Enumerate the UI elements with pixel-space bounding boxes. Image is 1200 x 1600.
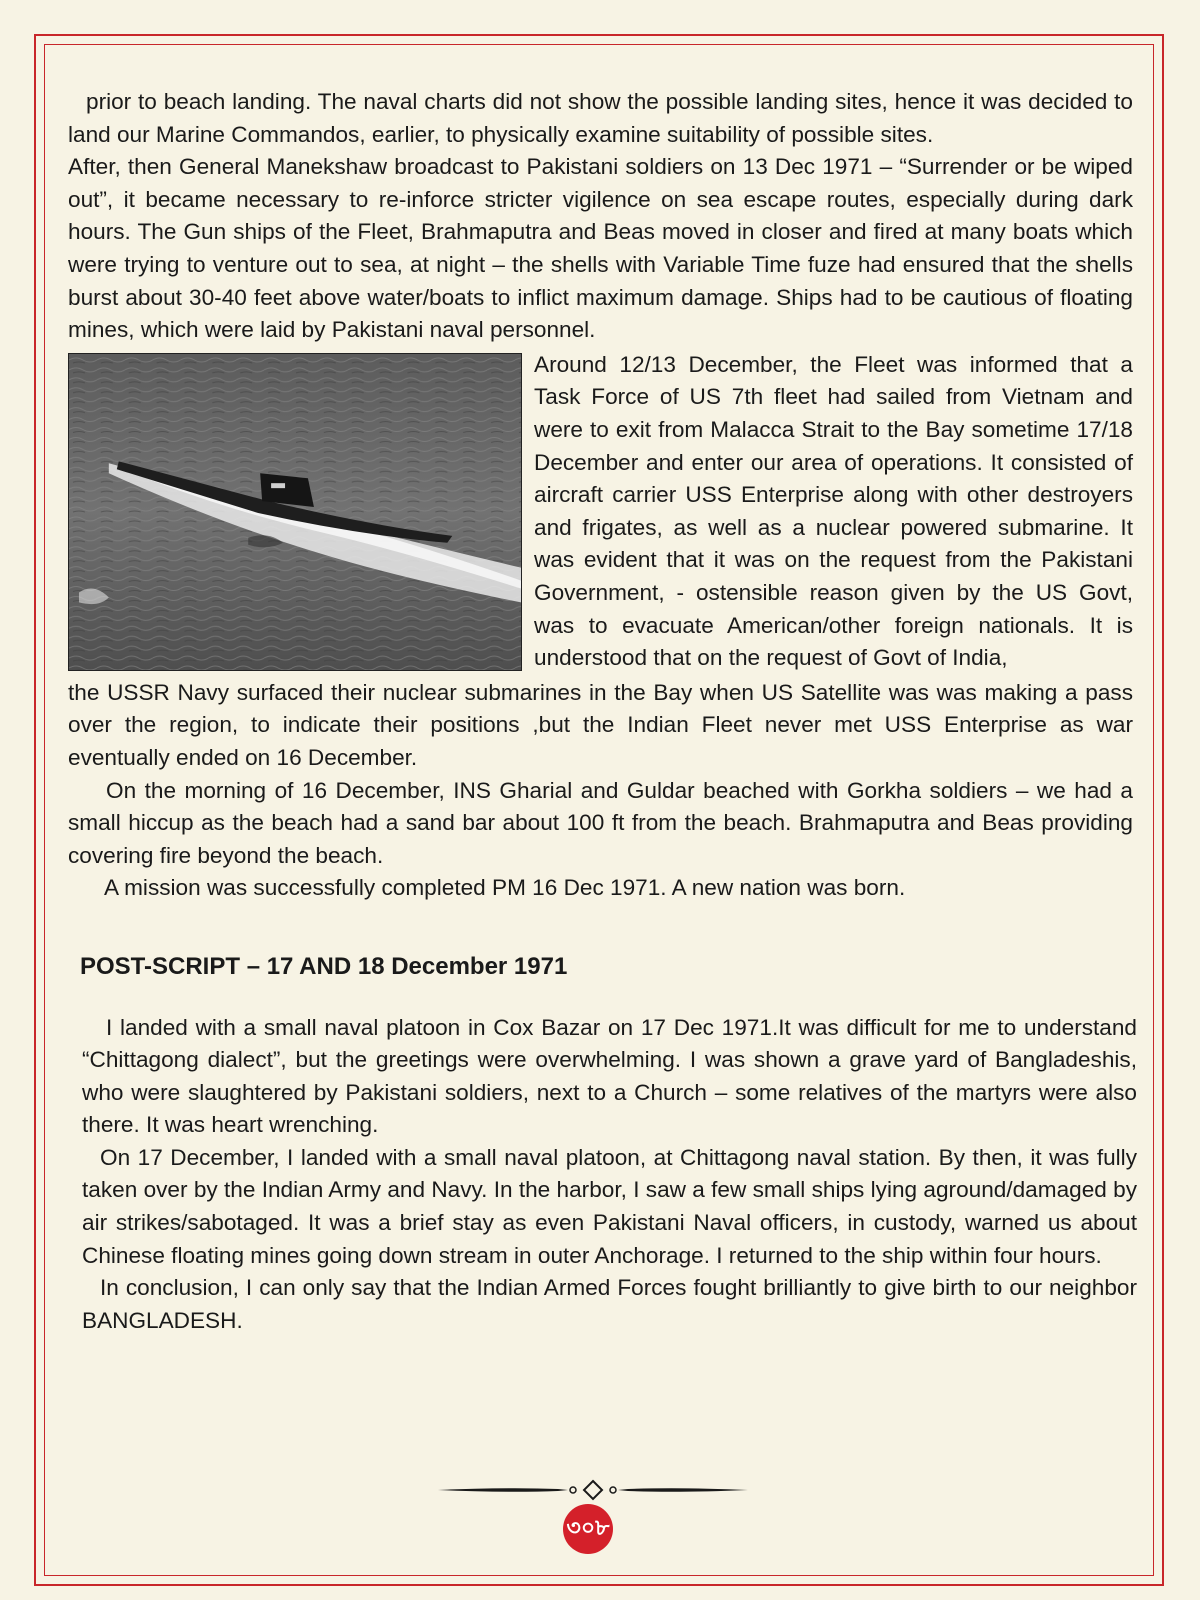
paragraph: On the morning of 16 December, INS Gharial and Guldar beached with Gorkha soldiers – we had a small hiccup as the beach had a sand bar about 100 ft from the beach. Brahmaputra and Beas providing covering fire beyond the beach. (68, 777, 1133, 868)
paragraph: prior to beach landing. The naval charts did not show the possible landing sites, hence it was decided to land our Marine Commandos, earlier, to physically examine suitability of possible sites. (68, 89, 1133, 147)
paragraph: After, then General Manekshaw broadcast to Pakistani soldiers on 13 Dec 1971 – “Surrender or be wiped out”, it became necessary to re-inforce stricter vigilence on sea escape routes, especially during dark hours. The Gun ships of the Fleet, Brahmaputra and Beas moved in closer and fired at many boats which were trying to venture out to sea, at night – the shells with Variable Time fuze had ensured that the shells burst about 30-40 feet above water/boats to inflict maximum damage. Ships had to be cautious of floating mines, which were laid by Pakistani naval personnel. (68, 154, 1133, 343)
paragraph: I landed with a small naval platoon in Cox Bazar on 17 Dec 1971.It was difficult for me to understand “Chittagong dialect”, but the greetings were overwhelming. I was shown a grave yard of Bangladeshis, who were slaughtered by Pakistani soldiers, next to a Church – some relatives of the martyrs were also there. It was heart wrenching. (82, 1014, 1137, 1138)
article-body (68, 86, 1137, 1337)
postscript-body (82, 1012, 1137, 1338)
submarine-image (69, 354, 521, 670)
paragraph: A mission was successfully completed PM 16 Dec 1971. A new nation was born. (104, 875, 906, 901)
postscript-heading: POST-SCRIPT – 17 AND 18 December 1971 (80, 952, 568, 980)
paragraph: On 17 December, I landed with a small naval platoon, at Chittagong naval station. By then, it was fully taken over by the Indian Army and Navy. In the harbor, I saw a few small ships lying aground/damaged by air strikes/sabotaged. It was a brief stay as even Pakistani Naval officers, in custody, warned us about Chinese floating mines going down stream in outer Anchorage. I returned to the ship within four hours. (82, 1144, 1137, 1268)
paragraph: In conclusion, I can only say that the Indian Armed Forces fought brilliantly to give birth to our neighbor BANGLADESH. (82, 1275, 1137, 1333)
submarine-photo (68, 353, 522, 671)
paragraph: Around 12/13 December, the Fleet was informed that a Task Force of US 7th fleet had sailed from Vietnam and were to exit from Malacca Strait to the Bay sometime 17/18 December and enter our area of operations. It consisted of aircraft carrier USS Enterprise along with other destroyers and frigates, as well as a nuclear powered submarine. It was evident that it was on the request from the Pakistani Government, - ostensible reason given by the US Govt, was to evacuate American/other foreign nationals. It is understood that on the request of Govt of India, (534, 351, 1133, 671)
divider-ornament (438, 1478, 748, 1502)
page-number-badge: ৩০৮ (563, 1504, 613, 1554)
paragraph: the USSR Navy surfaced their nuclear submarines in the Bay when US Satellite was was making a pass over the region, to indicate their positions ,but the Indian Fleet never met USS Enterprise as war eventually ended on 16 December. (68, 679, 1133, 770)
